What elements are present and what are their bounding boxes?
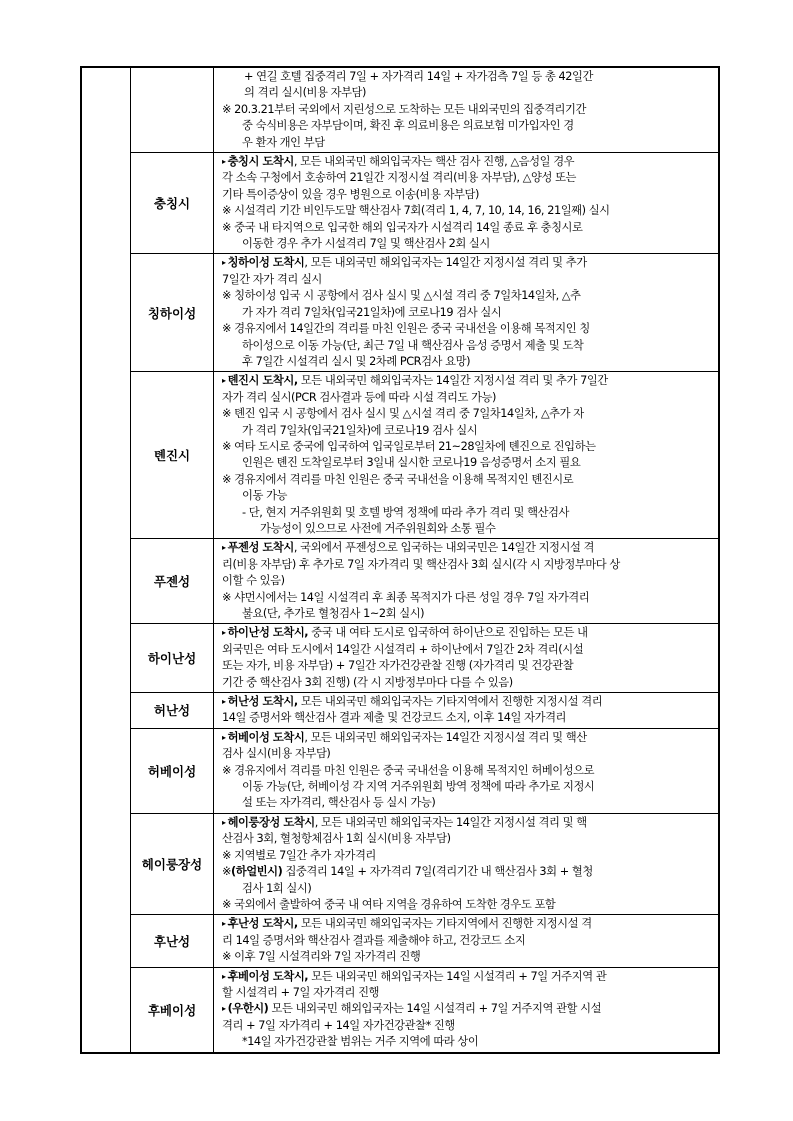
policy-line: ※ 톈진 입국 시 공항에서 검사 실시 및 △시설 격리 중 7일차14일차, △추가 자	[222, 407, 584, 421]
region-arrival-heading: 톈진시 도착시,	[227, 374, 298, 388]
quarantine-table	[80, 66, 720, 1054]
policy-line: ※ 샤먼시에서는 14일 시설격리 후 최종 목적지가 다른 성일 경우 7일 자가격리	[222, 590, 590, 604]
policy-line: 14일 증명서와 핵산검사 결과 제출 및 건강코드 소지, 이후 14일 자가격리	[222, 711, 566, 725]
policy-line: 인원은 톈진 도착일로부터 3일내 실시한 코로나19 음성증명서 소지 필요	[242, 456, 581, 470]
table-row	[81, 693, 719, 729]
line-text: 집중격리 14일 + 자가격리 7일(격리기간 내 핵산검사 3회 + 혈청	[282, 865, 593, 879]
policy-cell	[214, 967, 720, 1053]
city-heading: (우한시)	[227, 1002, 269, 1016]
line-text: 모든 내외국민 해외입국자는 기타지역에서 진행한 지정시설 격리	[297, 695, 603, 709]
policy-line: ※ 여타 도시로 중국에 입국하여 입국일로부터 21~28일차에 톈진으로 진입하는	[222, 439, 596, 453]
region-cell: 톈진시	[131, 372, 214, 539]
policy-line	[222, 154, 714, 170]
region-cell: 푸젠성	[131, 539, 214, 624]
policy-line: ※ 칭하이성 입국 시 공항에서 검사 실시 및 △시설 격리 중 7일차14일차, △추	[222, 289, 581, 303]
policy-line: ※ 국외에서 출발하여 중국 내 여타 지역을 경유하여 도착한 경우도 포함	[222, 897, 556, 911]
bullet-triangle-icon: ▸	[222, 258, 226, 268]
region-cell: 충칭시	[131, 153, 214, 254]
bullet-triangle-icon: ▸	[222, 697, 226, 707]
policy-line: 이동 가능	[242, 489, 287, 503]
policy-line	[222, 1001, 714, 1017]
region-arrival-heading: 허베이성 도착시	[227, 730, 305, 744]
policy-line: 외국민은 여타 도시에서 14일간 시설격리 + 하이난에서 7일간 2차 격리(시설	[222, 642, 584, 656]
note-mark: ※	[222, 865, 232, 879]
bullet-triangle-icon: ▸	[222, 157, 226, 167]
policy-cell	[214, 254, 720, 372]
policy-line: 의 격리 실시(비용 자부담)	[244, 86, 366, 100]
policy-line: 자가 격리 실시(PCR 검사결과 등에 따라 시설 격리도 가능)	[222, 390, 496, 404]
bullet-triangle-icon: ▸	[222, 376, 226, 386]
region-cell: 헤이룽장성	[131, 813, 214, 914]
line-text: 모든 내외국민 해외입국자는 14일간 지정시설 격리 및 추가 7일간	[297, 374, 608, 388]
table-row	[81, 813, 719, 914]
policy-line	[222, 694, 714, 710]
line-text: 모든 내외국민 해외입국자는 14일 시설격리 + 7일 거주지역 관할 시설	[268, 1002, 602, 1016]
policy-line: 가 자가 격리 7일차(입국21일차)에 코로나19 검사 실시	[242, 305, 502, 319]
region-arrival-heading: 충칭시 도착시	[227, 155, 294, 169]
policy-cell	[214, 813, 720, 914]
region-cell: 허베이성	[131, 728, 214, 813]
policy-line: 검사 실시(비용 자부담)	[222, 747, 331, 761]
policy-line	[222, 373, 714, 389]
policy-line: 우 환자 개인 부담	[242, 135, 325, 149]
policy-line: 기타 특이증상이 있을 경우 병원으로 이송(비용 자부담)	[222, 187, 479, 201]
policy-line: ※ 이후 7일 시설격리와 7일 자가격리 진행	[222, 950, 421, 964]
bullet-triangle-icon: ▸	[222, 1004, 226, 1014]
policy-line: 가능성이 있으므로 사전에 거주위원회와 소통 필수	[260, 521, 496, 535]
table-row	[81, 372, 719, 539]
policy-line: 산검사 3회, 혈청항체검사 1회 실시(비용 자부담)	[222, 832, 451, 846]
policy-line: 각 소속 구청에서 호송하여 21일간 지정시설 격리(비용 자부담), △양성 또는	[222, 171, 576, 185]
policy-line: ※ 경유지에서 격리를 마친 인원은 중국 국내선을 이용해 목적지인 톈진시로	[222, 472, 574, 486]
region-cell: 하이난성	[131, 624, 214, 693]
table-row	[81, 67, 719, 153]
line-text: , 모든 내외국민 해외입국자는 14일간 지정시설 격리 및 핵	[314, 815, 587, 829]
policy-cell	[214, 539, 720, 624]
region-arrival-heading: 푸젠성 도착시	[227, 541, 294, 555]
policy-line: 이동한 경우 추가 시설격리 7일 및 핵산검사 2회 실시	[242, 237, 490, 251]
line-text: , 모든 내외국민 해외입국자는 14일간 지정시설 격리 및 추가	[304, 256, 587, 270]
region-arrival-heading: 칭하이성 도착시	[227, 256, 305, 270]
line-text: 모든 내외국민 해외입국자는 기타지역에서 진행한 지정시설 격	[297, 917, 592, 931]
policy-cell	[214, 915, 720, 967]
table-body	[81, 67, 719, 1053]
policy-line: ※ 경유지에서 14일간의 격리를 마친 인원은 중국 국내선을 이용해 목적지인 칭	[222, 322, 590, 336]
policy-line: ※ 중국 내 타지역으로 입국한 해외 입국자가 시설격리 14일 종료 후 충칭시로	[222, 220, 583, 234]
policy-cell	[214, 67, 720, 153]
bullet-triangle-icon: ▸	[222, 971, 226, 981]
line-text: 중국 내 여타 도시로 입국하여 하이난으로 진입하는 모든 내	[308, 626, 588, 640]
policy-line: 중 숙식비용은 자부담이며, 확진 후 의료비용은 의료보험 미가입자인 경	[242, 119, 574, 133]
policy-line: 격리 + 7일 자가격리 + 14일 자가건강관찰* 진행	[222, 1018, 455, 1032]
policy-line: + 연길 호텔 집중격리 7일 + 자가격리 14일 + 자가검측 7일 등 총 42일간	[244, 70, 593, 83]
policy-line: 가 격리 7일차(입국21일차)에 코로나19 검사 실시	[242, 423, 478, 437]
region-arrival-heading: 헤이룽장성 도착시	[227, 815, 315, 829]
policy-line	[222, 916, 714, 932]
policy-line	[222, 625, 714, 641]
region-cell	[131, 67, 214, 153]
policy-line: ※ 시설격리 기간 비인두도말 핵산검사 7회(격리 1, 4, 7, 10, 14, 16, 21일째) 실시	[222, 204, 610, 218]
policy-line: 설 또는 자가격리, 핵산검사 등 실시 가능)	[242, 796, 436, 810]
table-row	[81, 915, 719, 967]
left-blank-column	[81, 67, 131, 1053]
policy-line: 하이성으로 이동 가능(단, 최근 7일 내 핵산검사 음성 증명서 제출 및 도착	[242, 338, 584, 352]
policy-line	[222, 730, 714, 746]
policy-line: 또는 자가, 비용 자부담) + 7일간 자가건강관찰 진행 (자가격리 및 건강관찰	[222, 659, 574, 673]
policy-line: 이할 수 있음)	[222, 574, 285, 588]
region-cell: 칭하이성	[131, 254, 214, 372]
region-cell: 후난성	[131, 915, 214, 967]
policy-cell	[214, 624, 720, 693]
policy-cell	[214, 372, 720, 539]
policy-line: 이동 가능(단, 허베이성 각 지역 거주위원회 방역 정책에 따라 추가로 지정시	[242, 780, 595, 794]
line-text: , 국외에서 푸젠성으로 입국하는 내외국민은 14일간 지정시설 격	[293, 541, 595, 555]
policy-cell	[214, 728, 720, 813]
policy-line: ※ 20.3.21부터 국외에서 지린성으로 도착하는 모든 내외국민의 집중격리기간	[222, 102, 586, 116]
policy-line: 7일간 자가 격리 실시	[222, 272, 322, 286]
policy-line: 불요(단, 추가로 혈청검사 1~2회 실시)	[242, 607, 425, 620]
policy-line: ※ 지역별로 7일간 추가 자가격리	[222, 848, 376, 862]
bullet-triangle-icon: ▸	[222, 543, 226, 553]
table-row	[81, 624, 719, 693]
region-arrival-heading: 허난성 도착시,	[227, 695, 298, 709]
region-cell: 후베이성	[131, 967, 214, 1053]
policy-line: 할 시설격리 + 7일 자가격리 진행	[222, 985, 380, 999]
table-row	[81, 728, 719, 813]
table-row	[81, 254, 719, 372]
city-heading: (하얼빈시)	[231, 865, 283, 879]
region-arrival-heading: 후베이성 도착시,	[227, 969, 309, 983]
line-text: , 모든 내외국민 해외입국자는 14일간 지정시설 격리 및 핵산	[304, 730, 587, 744]
policy-line	[222, 540, 714, 556]
policy-line	[222, 969, 714, 985]
bullet-triangle-icon: ▸	[222, 919, 226, 929]
policy-line: - 단, 현지 거주위원회 및 호텔 방역 정책에 따라 추가 격리 및 핵산검사	[242, 505, 569, 519]
policy-line	[222, 255, 714, 271]
region-cell: 허난성	[131, 693, 214, 729]
line-text: , 모든 내외국민 해외입국자는 핵산 검사 진행, △음성일 경우	[293, 155, 575, 169]
policy-line	[222, 864, 714, 880]
policy-line: *14일 자가건강관찰 범위는 거주 지역에 따라 상이	[242, 1035, 479, 1049]
policy-cell	[214, 153, 720, 254]
bullet-triangle-icon: ▸	[222, 732, 226, 742]
policy-line: 리 14일 증명서와 핵산검사 결과를 제출해야 하고, 건강코드 소지	[222, 933, 526, 947]
policy-cell	[214, 693, 720, 729]
region-arrival-heading: 하이난성 도착시,	[227, 626, 309, 640]
policy-line: 후 7일간 시설격리 실시 및 2차례 PCR검사 요망)	[242, 354, 471, 368]
table-row	[81, 153, 719, 254]
region-arrival-heading: 후난성 도착시,	[227, 917, 298, 931]
policy-line: 기간 중 핵산검사 3회 진행) (각 시 지방정부마다 다를 수 있음)	[222, 675, 513, 689]
bullet-triangle-icon: ▸	[222, 817, 226, 827]
policy-line: ※ 경유지에서 격리를 마친 인원은 중국 국내선을 이용해 목적지인 허베이성으로	[222, 763, 595, 777]
policy-line: 리(비용 자부담) 후 추가로 7일 자가격리 및 핵산검사 3회 실시(각 시 지방정부마다 상	[222, 557, 620, 571]
bullet-triangle-icon: ▸	[222, 628, 226, 638]
policy-line	[222, 815, 714, 831]
line-text: 모든 내외국민 해외입국자는 14일 시설격리 + 7일 거주지역 관	[308, 969, 607, 983]
policy-line: 검사 1회 실시)	[242, 881, 312, 895]
table-row	[81, 967, 719, 1053]
table-row	[81, 539, 719, 624]
